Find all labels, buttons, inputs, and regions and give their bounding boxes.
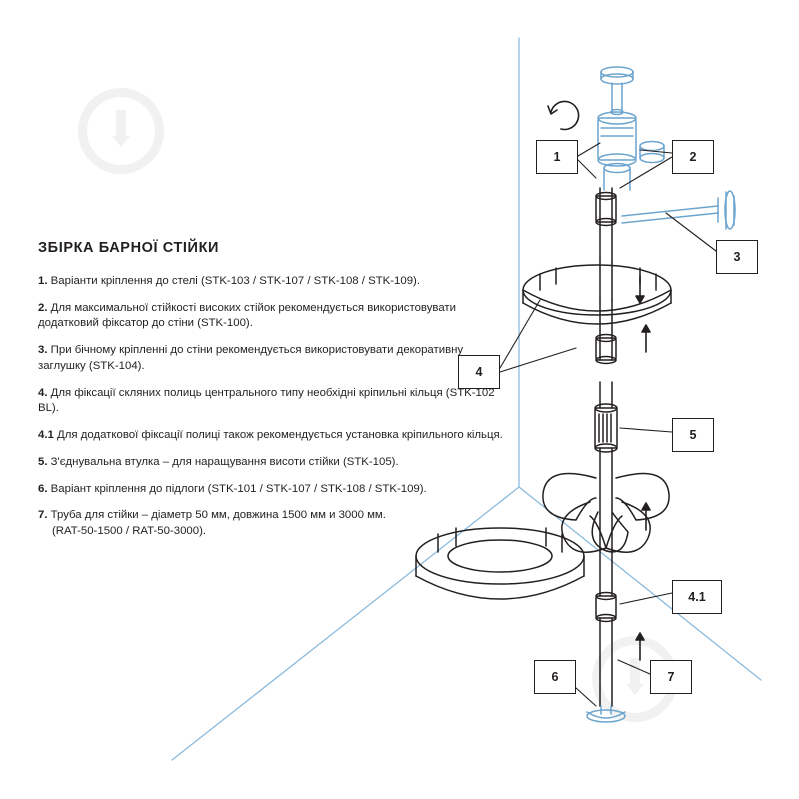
callout-label: 2 (689, 150, 697, 164)
note-text: Для максимальної стійкості високих стійок рекомендується використовувати додатковий фіксатор до стіни (STK-100). (38, 301, 456, 330)
note-text: З'єднувальна втулка – для наращування висоти стійки (STK-105). (50, 455, 399, 468)
note-number: 3. (38, 344, 48, 357)
note-text: При бічному крiпленні до стіни рекомендується використовувати декоративну заглушку (STK-104). (38, 344, 464, 372)
note-item (38, 455, 508, 471)
callout-3 (716, 240, 758, 274)
shelf-fixing-ring-lower (596, 593, 616, 622)
callout-6 (534, 660, 576, 694)
instruction-text-block (38, 240, 508, 551)
callout-label: 7 (667, 670, 675, 684)
note-text: Для фіксації скляних полиць центрального типу необхідні кріпильні кільця (STK-102 BL). (38, 386, 495, 415)
callout-label: 4.1 (688, 590, 706, 604)
callout-7 (650, 660, 692, 694)
note-text: Варіант крiплення до підлоги (STK-101 / STK-107 / STK-108 / STK-109). (50, 482, 427, 495)
callout-label: 1 (553, 150, 561, 164)
callout-1 (536, 140, 578, 174)
note-item (38, 274, 508, 290)
page-title: ЗБІРКА БАРНОЇ СТІЙКИ (38, 240, 220, 256)
petal-shelf (543, 474, 669, 553)
note-number: 4.1 (38, 429, 54, 442)
callout-label: 3 (733, 250, 741, 264)
callout-label: 5 (689, 428, 697, 442)
floor-mount-assembly (587, 706, 625, 722)
note-item (38, 482, 508, 498)
upper-round-shelf (523, 265, 671, 324)
note-item (38, 343, 508, 374)
note-number: 2. (38, 301, 48, 314)
note-item (38, 508, 508, 539)
callout-label: 6 (551, 670, 559, 684)
connector-sleeve (595, 404, 617, 452)
note-number: 5. (38, 455, 48, 468)
note-text: Труба для стійки – діаметр 50 мм, довжина 1500 мм и 3000 мм. (50, 509, 386, 522)
wall-fixator-part (640, 142, 664, 163)
rotation-arrow-icon (548, 101, 579, 129)
callout-5 (672, 418, 714, 452)
note-number: 1. (38, 275, 48, 287)
callout-label: 4 (475, 365, 483, 379)
central-pipe (600, 188, 612, 706)
callout-2 (672, 140, 714, 174)
note-number: 7. (38, 509, 48, 522)
watermark-top-left (78, 88, 164, 174)
callout-4-1 (672, 580, 722, 614)
note-text: Варіанти крiплення до стелі (STK-103 / STK-107 / STK-108 / STK-109). (50, 275, 421, 287)
note-text: Для додаткової фіксації полиці також рекомендується установка кріпильного кільця. (57, 429, 503, 442)
note-item (38, 386, 508, 417)
side-wall-bracket (622, 191, 735, 229)
note-item (38, 301, 508, 332)
pipe-collar-top (596, 193, 616, 226)
note-number: 6. (38, 482, 48, 495)
note-item (38, 428, 508, 444)
note-number: 4. (38, 386, 48, 399)
note-subtext: (RAT-50-1500 / RAT-50-3000). (52, 525, 207, 538)
shelf-fixing-ring-upper (596, 335, 616, 364)
assembly-direction-arrow-icon (636, 276, 650, 660)
ceiling-mount-assembly (598, 67, 636, 190)
